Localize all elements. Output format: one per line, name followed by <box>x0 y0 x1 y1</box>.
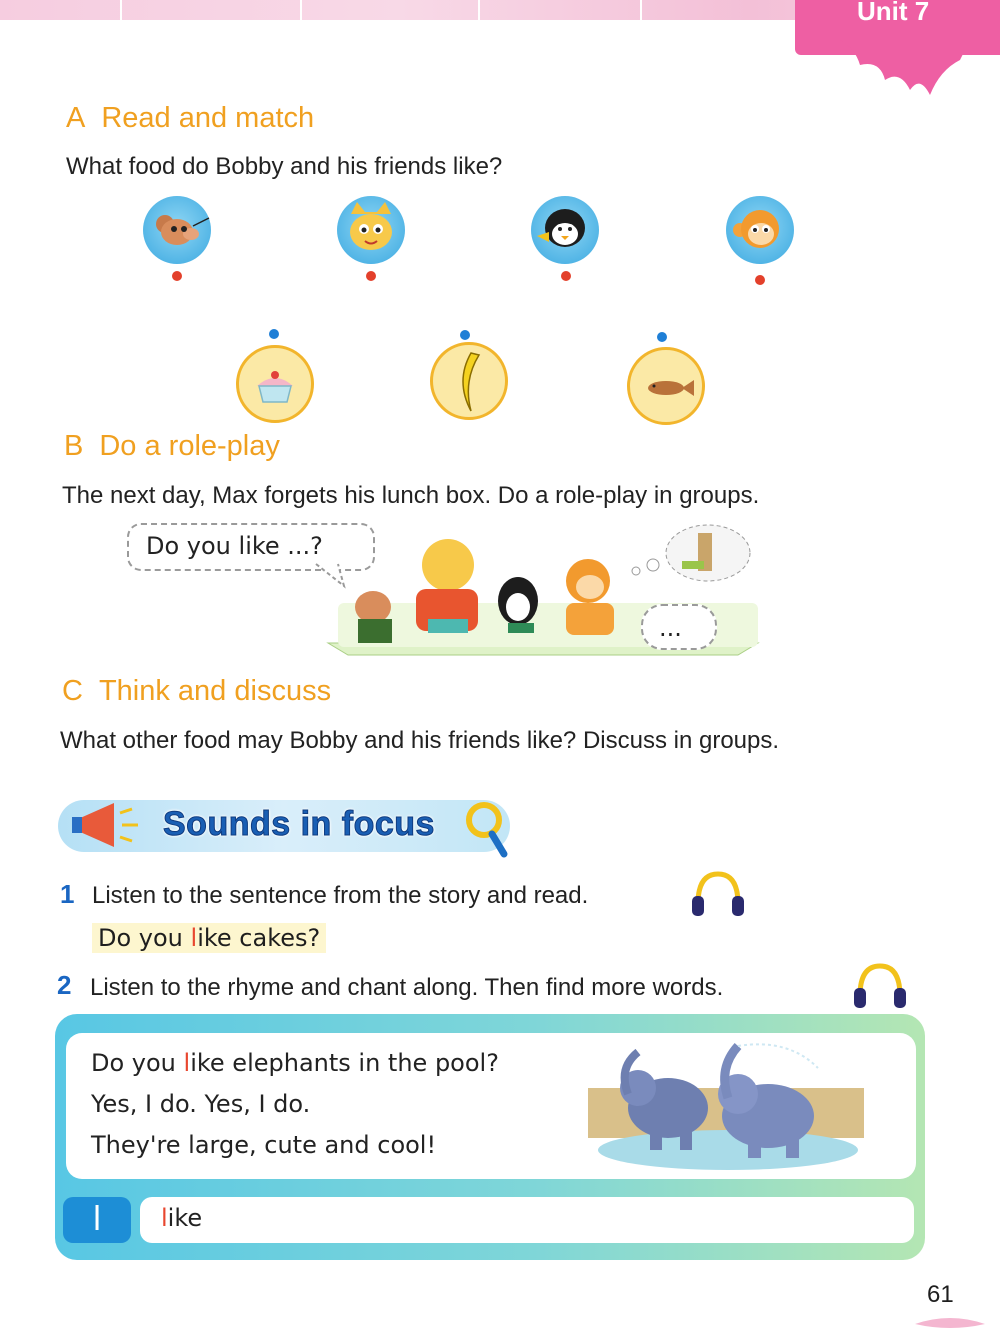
speech-bubble-answer-text: ... <box>659 614 682 642</box>
rhyme-line-2: Yes, I do. Yes, I do. <box>91 1090 311 1118</box>
section-b-instruction: The next day, Max forgets his lunch box. Do a role-play in groups. <box>62 482 760 509</box>
section-a-instruction: What food do Bobby and his friends like? <box>66 153 503 180</box>
match-dot[interactable] <box>561 271 571 281</box>
headphones-icon[interactable] <box>850 958 910 1014</box>
unit-label: Unit 7 <box>857 0 930 26</box>
banana-icon <box>430 342 508 420</box>
highlight-letter: l <box>161 1204 168 1232</box>
section-a-title: Read and match <box>101 102 315 134</box>
magnifier-icon <box>462 798 512 862</box>
section-b-title: Do a role-play <box>99 430 280 462</box>
task-1-number: 1 <box>60 879 75 909</box>
elephants-illustration <box>588 1038 864 1174</box>
highlight-letter: l <box>183 1049 191 1077</box>
match-dot[interactable] <box>460 330 470 340</box>
rhyme-part: Do you <box>91 1049 184 1077</box>
task-1-sentence <box>92 923 326 953</box>
word-part: ike <box>167 1204 203 1232</box>
letter-tile: l <box>63 1197 131 1243</box>
sentence-part: Do you <box>98 924 191 952</box>
penguin-icon <box>531 196 599 264</box>
cat-icon <box>337 196 405 264</box>
match-dot[interactable] <box>755 275 765 285</box>
highlight-letter: l <box>190 924 198 952</box>
section-b-letter: B <box>64 430 84 462</box>
task-2-text: Listen to the rhyme and chant along. Then find more words. <box>90 974 724 1001</box>
match-dot[interactable] <box>657 332 667 342</box>
cake-icon <box>236 345 314 423</box>
flower-decoration-icon <box>840 40 970 100</box>
section-c-instruction: What other food may Bobby and his friends like? Discuss in groups. <box>60 727 780 754</box>
section-c-heading <box>62 675 331 708</box>
speech-bubble-question-text: Do you like ...? <box>146 532 323 560</box>
fish-icon <box>627 347 705 425</box>
section-a-heading <box>66 102 314 135</box>
mouse-icon <box>143 196 211 264</box>
match-dot[interactable] <box>269 329 279 339</box>
task-1-text: Listen to the sentence from the story and read. <box>92 882 589 909</box>
word-example <box>161 1204 202 1232</box>
match-dot[interactable] <box>366 271 376 281</box>
rhyme-line-3: They're large, cute and cool! <box>91 1131 437 1159</box>
sounds-banner-title: Sounds in focus <box>163 805 435 843</box>
section-b-heading <box>64 430 280 463</box>
match-dot[interactable] <box>172 271 182 281</box>
monkey-icon <box>726 196 794 264</box>
section-c-letter: C <box>62 675 83 707</box>
section-c-title: Think and discuss <box>98 675 332 707</box>
rhyme-line-1 <box>91 1049 499 1077</box>
section-a-letter: A <box>66 102 86 134</box>
rhyme-part: ike elephants in the pool? <box>190 1049 499 1077</box>
headphones-icon[interactable] <box>688 866 748 922</box>
word-bar <box>140 1197 914 1243</box>
sentence-part: ike cakes? <box>197 924 321 952</box>
task-2-number: 2 <box>57 970 72 1000</box>
page-number: 61 <box>927 1281 954 1308</box>
megaphone-icon <box>68 795 158 855</box>
page-corner-decoration-icon <box>915 1312 985 1332</box>
